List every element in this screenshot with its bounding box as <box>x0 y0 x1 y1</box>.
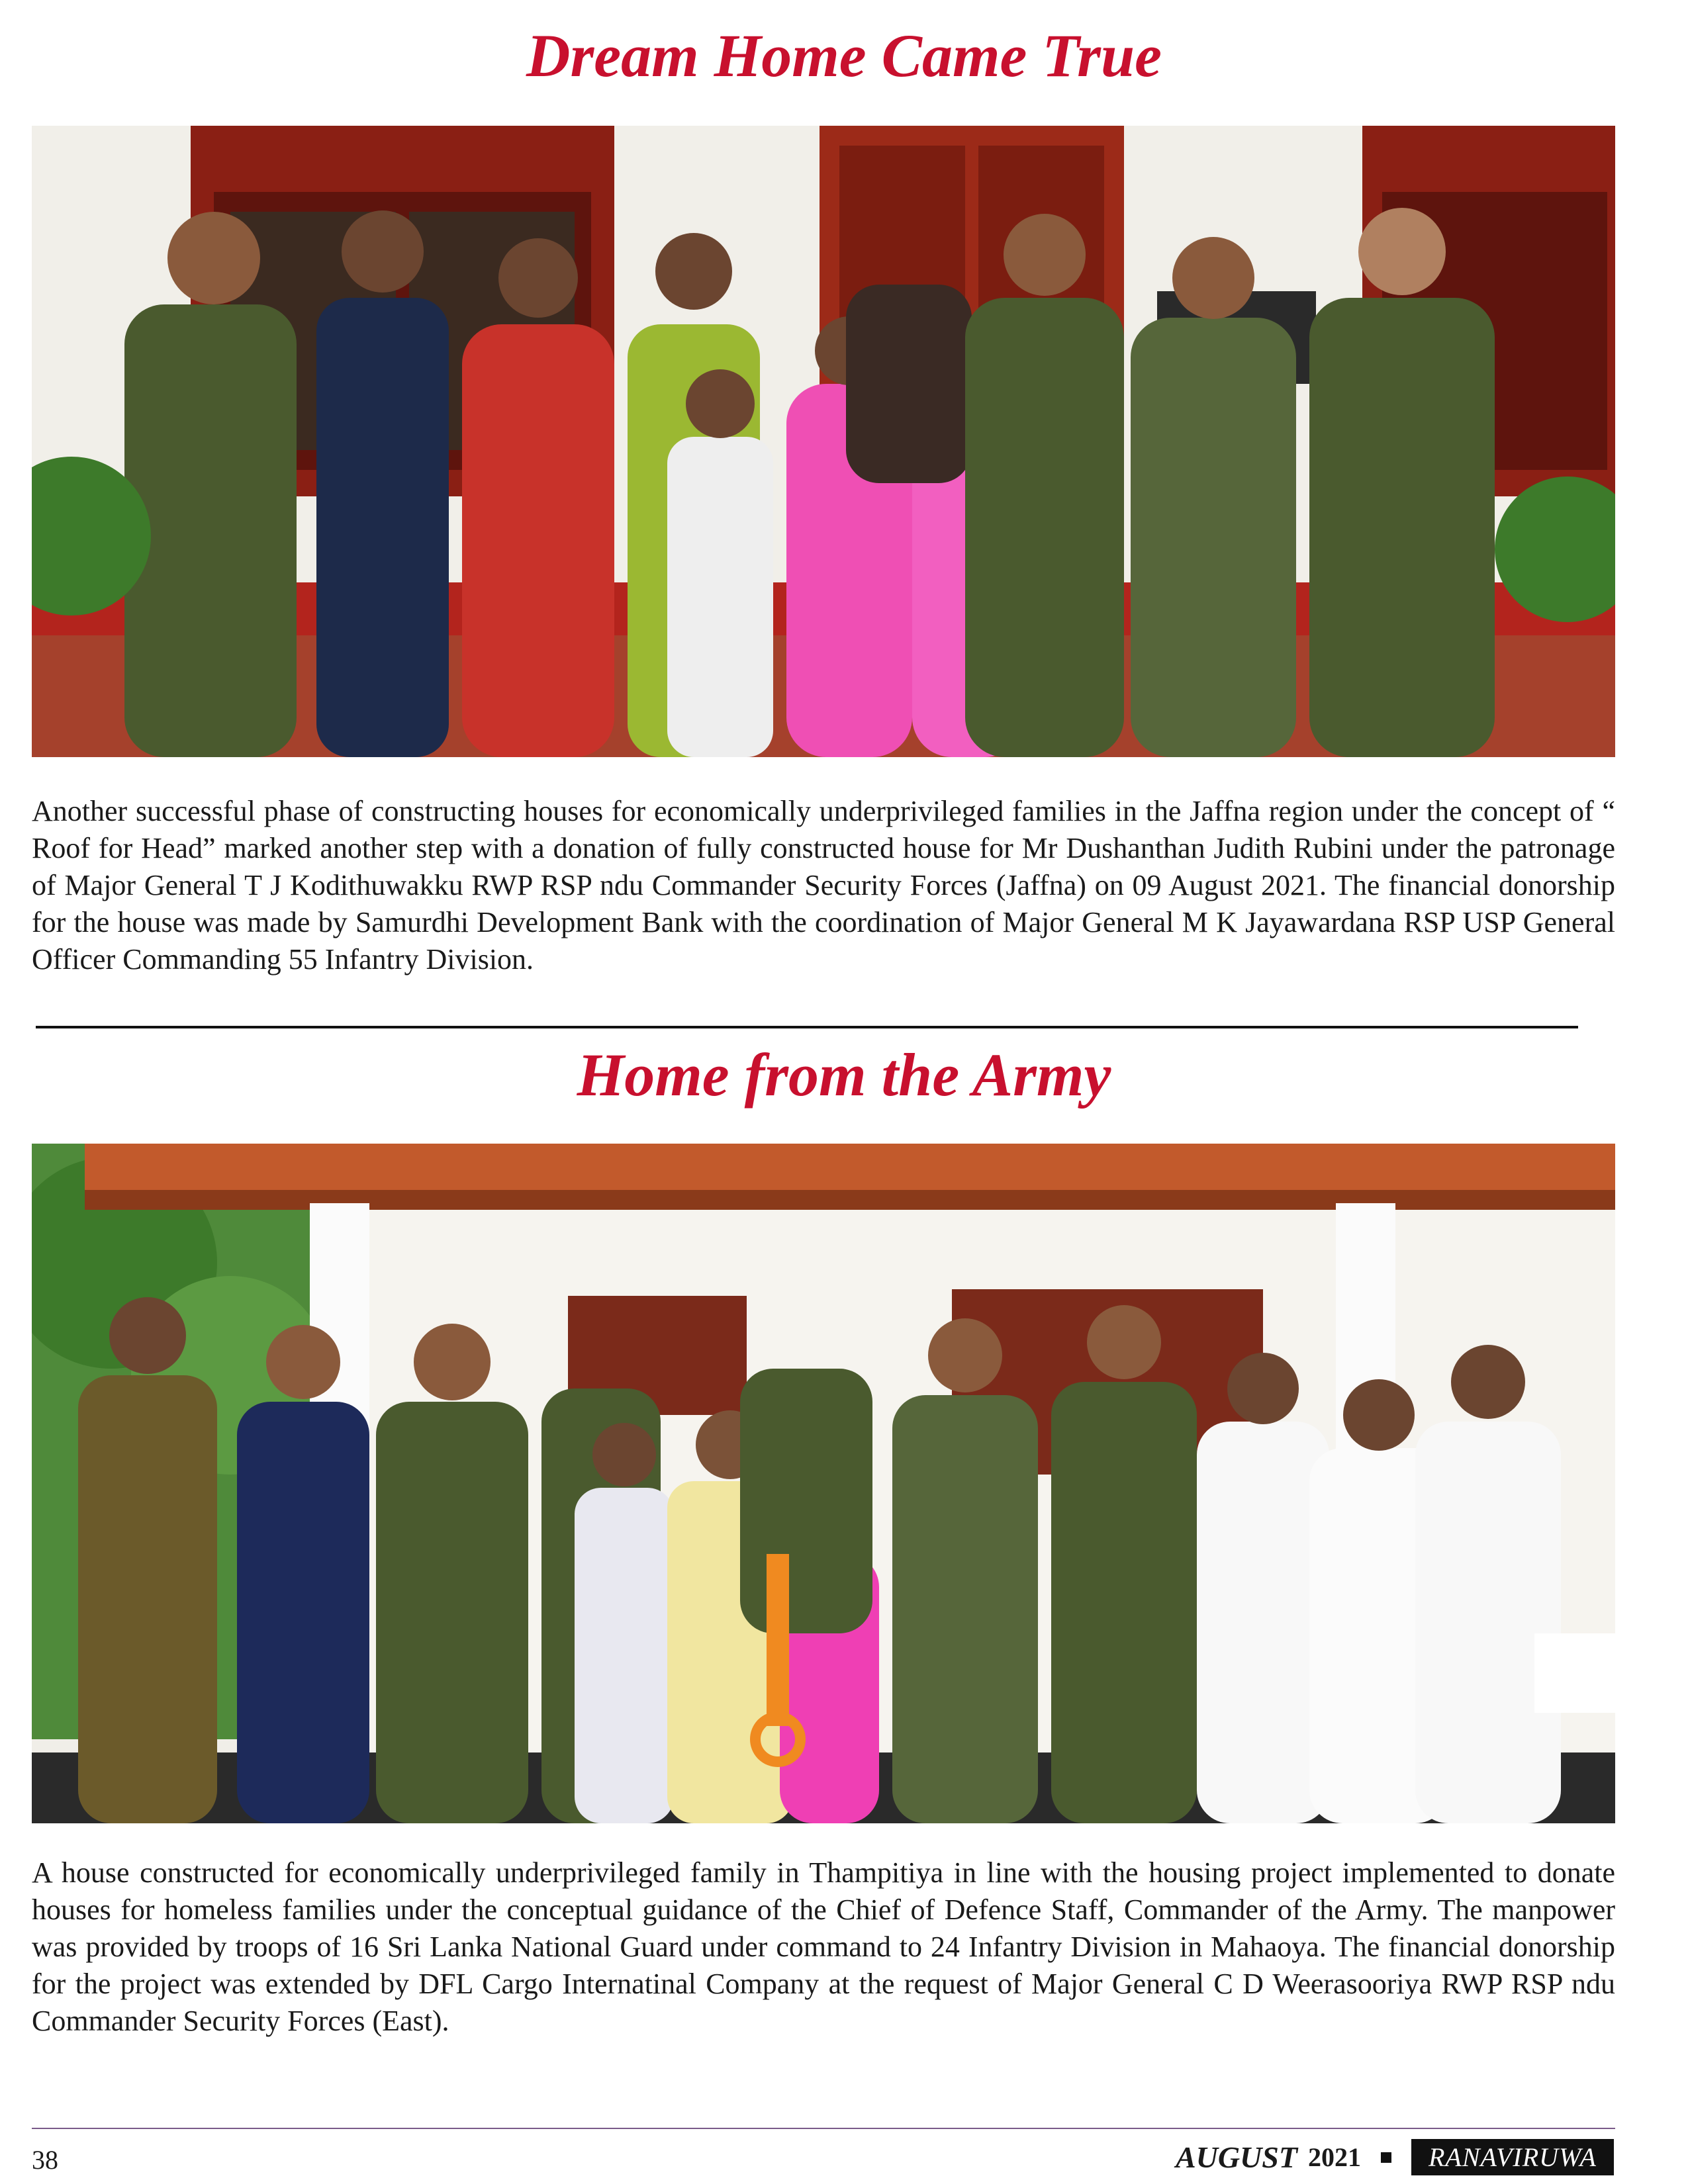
footer-masthead <box>1176 2139 1614 2175</box>
article2-title: Home from the Army <box>577 1041 1111 1109</box>
footer-year: 2021 <box>1307 2142 1361 2172</box>
footer-divider <box>32 2128 1615 2129</box>
footer-magazine-name: RANAVIRUWA <box>1411 2139 1614 2175</box>
article1-photo <box>32 126 1615 757</box>
page-number: 38 <box>32 2145 58 2175</box>
article1-title: Dream Home Came True <box>526 22 1162 89</box>
section-divider <box>36 1026 1578 1028</box>
article1-body: Another successful phase of constructing houses for economically underprivileged families in the Jaffna region under the concept of “ Roof for Head” marked another step with a donation of fully constructed house for Mr Dushanthan Judith Rubini under the patronage of Major General T J Kodithuwakku RWP RSP ndu Commander Security Forces (Jaffna) on 09 August 2021. The financial donorship for the house was made by Samurdhi Development Bank with the coordination of Major General M K Jayawardana RSP USP General Officer Commanding 55 Infantry Division. <box>32 795 1615 976</box>
article2-body: A house constructed for economically underprivileged family in Thampitiya in line with the housing project implemented to donate houses for homeless families under the conceptual guidance of the Chief of Defence Staff, Commander of the Army. The manpower was provided by troops of 16 Sri Lanka National Guard under command to 24 Infantry Division in Mahaoya. The financial donorship for the project was extended by DFL Cargo Internatinal Company at the request of Major General C D Weerasooriya RWP RSP ndu Commander Security Forces (East). <box>32 1856 1615 2037</box>
footer-square-icon <box>1381 2152 1391 2163</box>
article2-photo <box>32 1144 1615 1823</box>
footer-month: AUGUST <box>1175 2140 1297 2174</box>
